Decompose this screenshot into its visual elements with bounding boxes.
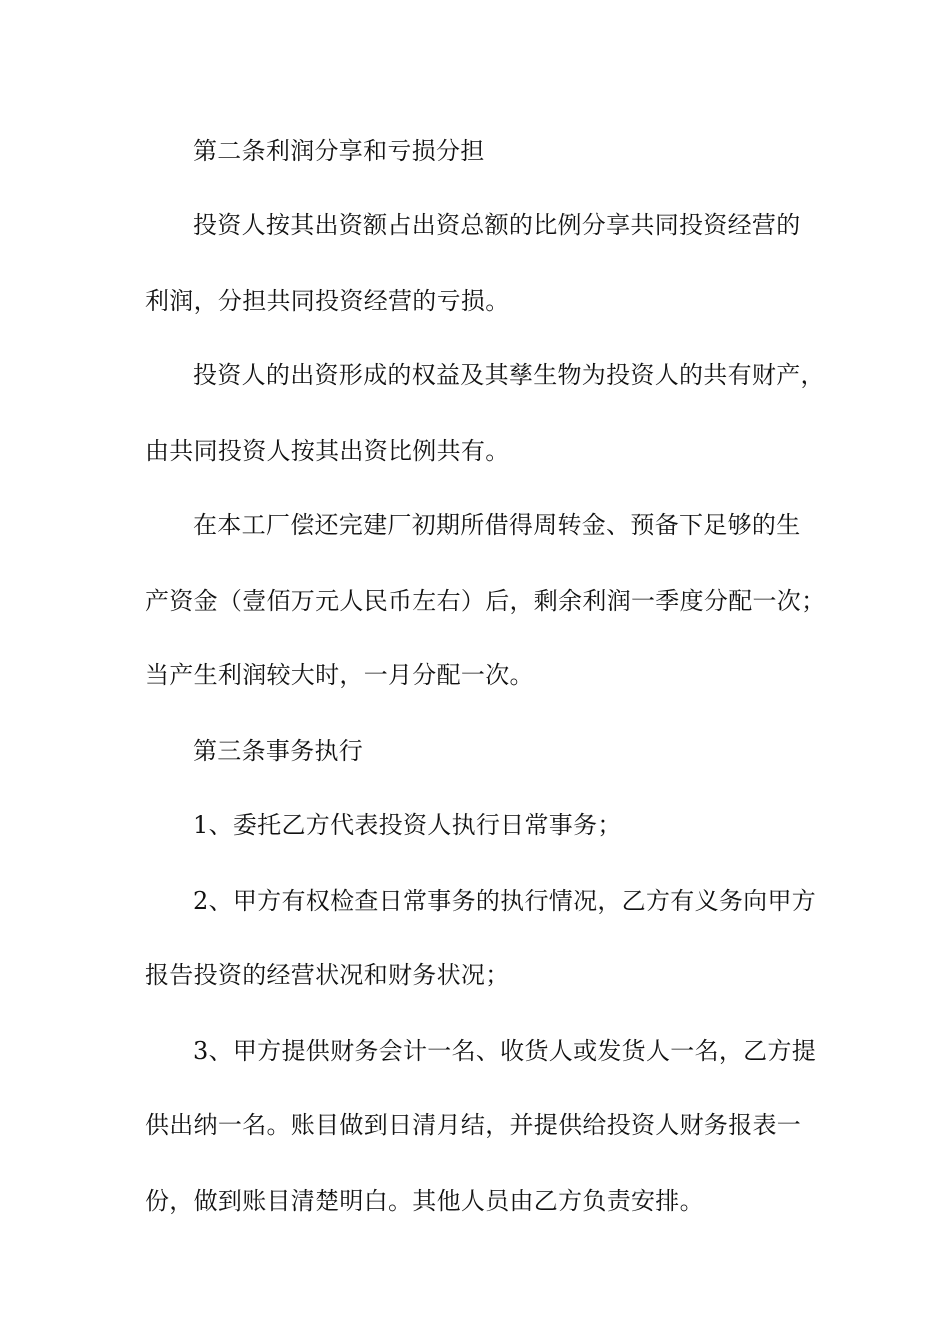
list-item: 2、甲方有权检查日常事务的执行情况，乙方有义务向甲方 <box>193 887 817 915</box>
list-item: 1、委托乙方代表投资人执行日常事务； <box>193 811 622 839</box>
paragraph-line: 供出纳一名。账目做到日清月结，并提供给投资人财务报表一 <box>145 1111 802 1139</box>
paragraph-line: 报告投资的经营状况和财务状况； <box>145 961 510 989</box>
paragraph-line: 利润，分担共同投资经营的亏损。 <box>145 287 510 315</box>
paragraph-line: 当产生利润较大时，一月分配一次。 <box>145 661 534 689</box>
paragraph-line: 投资人按其出资额占出资总额的比例分享共同投资经营的 <box>193 211 801 239</box>
article-2-heading: 第二条利润分享和亏损分担 <box>193 137 485 165</box>
paragraph-line: 由共同投资人按其出资比例共有。 <box>145 437 510 465</box>
paragraph-line: 产资金（壹佰万元人民币左右）后，剩余利润一季度分配一次； <box>145 587 826 615</box>
list-item: 3、甲方提供财务会计一名、收货人或发货人一名，乙方提 <box>193 1037 817 1065</box>
article-3-heading: 第三条事务执行 <box>193 737 364 765</box>
paragraph-line: 在本工厂偿还完建厂初期所借得周转金、预备下足够的生 <box>193 511 801 539</box>
paragraph-line: 投资人的出资形成的权益及其孳生物为投资人的共有财产， <box>193 361 825 389</box>
paragraph-line: 份，做到账目清楚明白。其他人员由乙方负责安排。 <box>145 1187 704 1215</box>
